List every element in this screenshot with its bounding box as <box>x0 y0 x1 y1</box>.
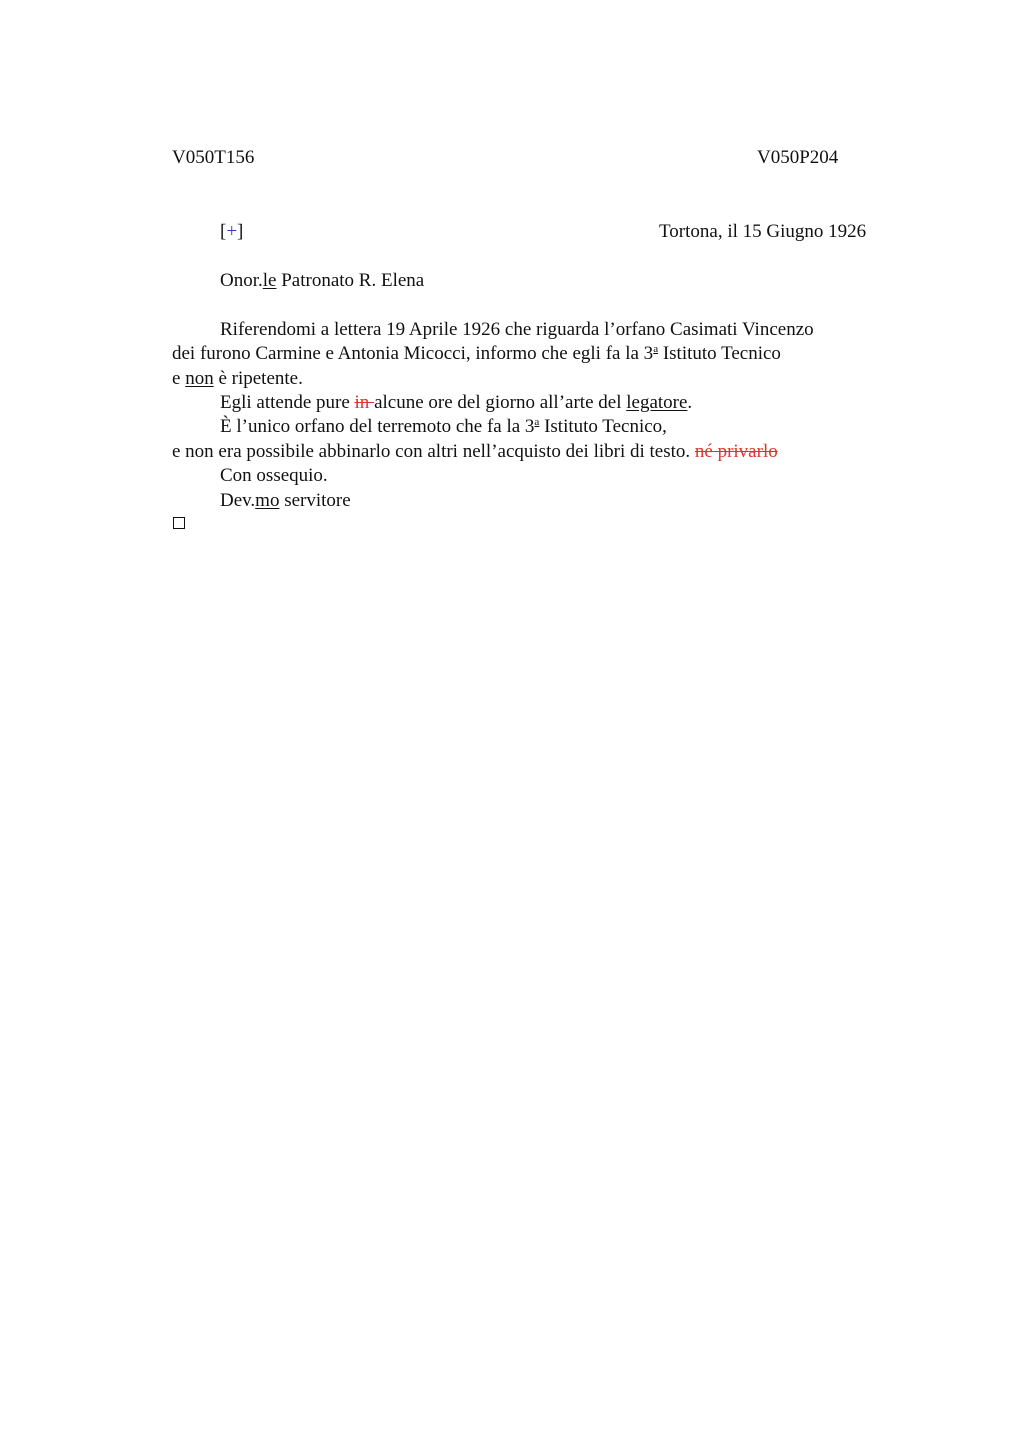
archive-code-right: V050P204 <box>757 147 839 168</box>
salutation <box>220 269 424 293</box>
end-square-icon <box>173 517 185 529</box>
para3-line1 <box>220 415 667 441</box>
plus-mark: + <box>226 221 238 242</box>
para2-text-a: Egli attende pure <box>220 392 355 413</box>
signature-rest: servitore <box>279 490 351 511</box>
salutation-abbr: le <box>262 270 277 291</box>
para1-line2-text-a: dei furono Carmine e Antonia Micocci, informo che egli fa la 3 <box>172 343 654 364</box>
para3-line1-text-b: Istituto Tecnico, <box>539 416 667 437</box>
para1-line2-text-b: Istituto Tecnico <box>658 343 781 364</box>
signature-prefix: Dev. <box>220 490 256 511</box>
signature-abbr: mo <box>255 490 280 511</box>
closing: Con ossequio. <box>220 465 328 486</box>
bracket-close: ] <box>237 221 244 242</box>
ordinal-superscript: a <box>653 343 659 355</box>
para2-text-b: alcune ore del giorno all’arte del <box>374 392 627 413</box>
salutation-prefix: Onor. <box>220 270 263 291</box>
bracket-open: [ <box>220 221 227 242</box>
para3-line2 <box>172 440 778 464</box>
para3-line2-text: e non era possibile abbinarlo con altri nell’acquisto dei libri di testo. <box>172 441 695 462</box>
para1-line2 <box>172 342 781 368</box>
place-date: Tortona, il 15 Giugno 1926 <box>659 221 867 242</box>
editorial-mark <box>220 220 243 244</box>
salutation-rest: Patronato R. Elena <box>276 270 425 291</box>
para1-line3-text-b: è ripetente. <box>213 368 303 389</box>
underlined-word: non <box>185 368 214 389</box>
signature <box>220 489 351 513</box>
ordinal-superscript: a <box>534 416 540 428</box>
archive-code-left: V050T156 <box>172 147 255 168</box>
deleted-text: né privarlo <box>694 441 778 462</box>
underlined-word: legatore <box>626 392 688 413</box>
para1-line1: Riferendomi a lettera 19 Aprile 1926 che riguarda l’orfano Casimati Vincenzo <box>220 319 814 340</box>
para2-text-c: . <box>687 392 693 413</box>
para1-line3-text-a: e <box>172 368 186 389</box>
para3-line1-text-a: È l’unico orfano del terremoto che fa la 3 <box>220 416 535 437</box>
para2 <box>220 391 692 415</box>
para1-line3 <box>172 367 303 391</box>
deleted-text: in <box>354 392 375 413</box>
